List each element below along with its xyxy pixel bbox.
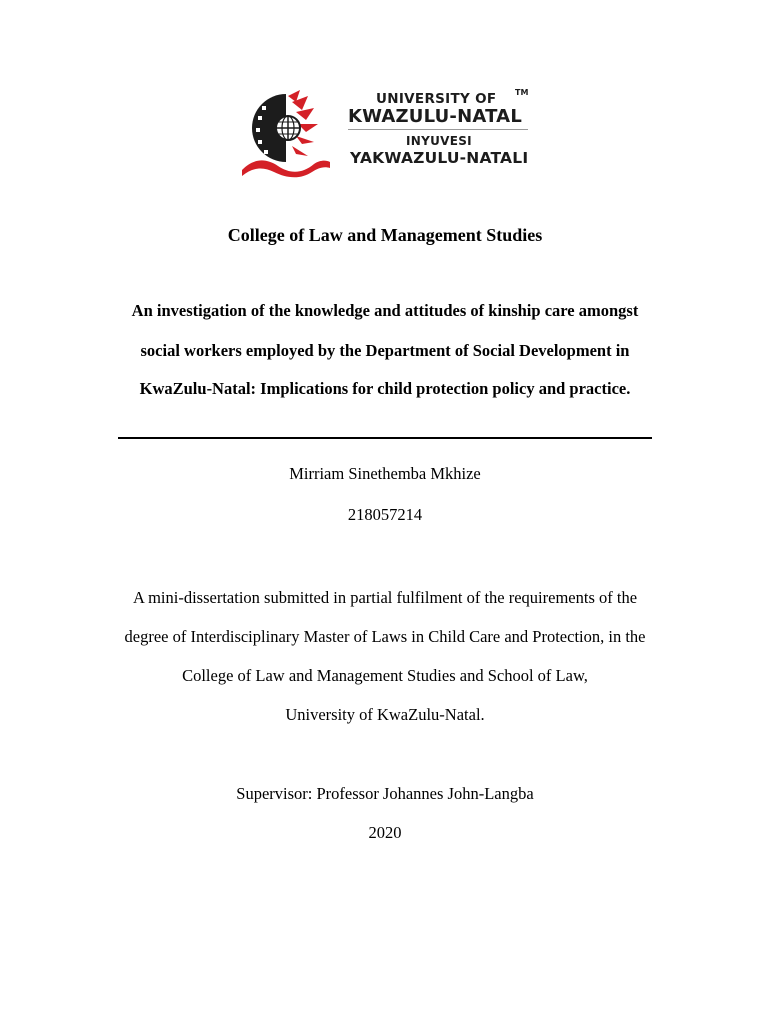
thesis-title-line-2: social workers employed by the Department of Social Development in — [140, 341, 630, 360]
supervisor: Supervisor: Professor Johannes John-Langba — [236, 784, 534, 803]
description-line-2: degree of Interdisciplinary Master of Laws in Child Care and Protection, in the — [124, 627, 646, 646]
logo-kwazulu-natal: KWAZULU-NATAL — [348, 106, 522, 127]
submission-year: 2020 — [368, 823, 402, 842]
logo-wordmark — [348, 86, 538, 178]
college-heading: College of Law and Management Studies — [227, 225, 543, 245]
author-name: Mirriam Sinethemba Mkhize — [289, 464, 481, 483]
student-number: 218057214 — [347, 505, 423, 524]
logo-yakwazulu-natali: YAKWAZULU-NATALI — [350, 149, 529, 167]
university-logo — [240, 86, 540, 178]
description-line-4: University of KwaZulu-Natal. — [285, 705, 485, 724]
logo-university-of: UNIVERSITY OF — [376, 91, 497, 107]
description-line-3: College of Law and Management Studies and School of Law, — [182, 666, 588, 685]
thesis-title-line-3: KwaZulu-Natal: Implications for child protection policy and practice. — [139, 379, 631, 398]
description-line-1: A mini-dissertation submitted in partial fulfilment of the requirements of the — [132, 588, 638, 607]
logo-divider — [348, 129, 528, 130]
ukzn-crest-icon — [240, 86, 332, 178]
logo-trademark: TM — [515, 88, 529, 97]
thesis-title-line-1: An investigation of the knowledge and attitudes of kinship care amongst — [131, 301, 639, 320]
logo-inyuvesi: INYUVESI — [406, 134, 472, 148]
title-separator-rule — [118, 437, 652, 439]
